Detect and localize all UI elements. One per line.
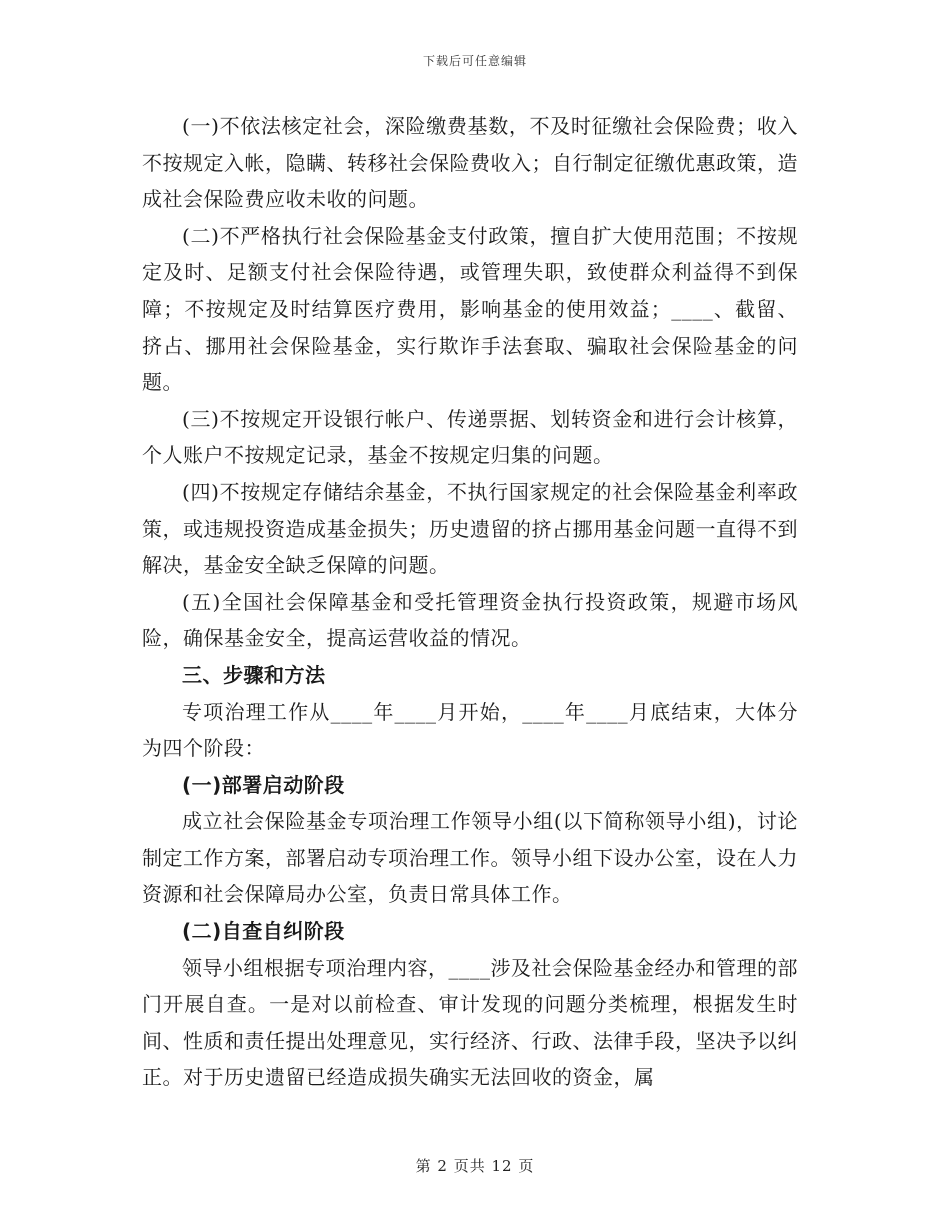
paragraph-item-2: (二)不严格执行社会保险基金支付政策，擅自扩大使用范围；不按规定及时、足额支付社会保险待遇，或管理失职，致使群众利益得不到保障；不按规定及时结算医疗费用，影响基金的使用效益；____、截留、挤占、挪用社会保险基金，实行欺诈手法套取、骗取社会保险基金的问题。 — [142, 223, 798, 395]
paragraph-schedule: 专项治理工作从____年____月开始，____年____月底结束，大体分为四个阶段： — [142, 699, 798, 761]
paragraph-item-4: (四)不按规定存储结余基金，不执行国家规定的社会保险基金利率政策，或违规投资造成基金损失；历史遗留的挤占挪用基金问题一直得不到解决，基金安全缺乏保障的问题。 — [142, 479, 798, 578]
paragraph-item-5: (五)全国社会保障基金和受托管理资金执行投资政策，规避市场风险，确保基金安全，提高运营收益的情况。 — [142, 589, 798, 651]
paragraph-self-check: 领导小组根据专项治理内容，____涉及社会保险基金经办和管理的部门开展自查。一是对以前检查、审计发现的问题分类梳理，根据发生时间、性质和责任提出处理意见，实行经济、行政、法律手段，坚决予以纠正。对于历史遗留已经造成损失确实无法回收的资金，属 — [142, 955, 798, 1090]
paragraph-item-3: (三)不按规定开设银行帐户、传递票据、划转资金和进行会计核算，个人账户不按规定记录，基金不按规定归集的问题。 — [142, 406, 798, 468]
section-heading-steps: 三、步骤和方法 — [182, 662, 326, 687]
subheading-self-check-stage: (二)自查自纠阶段 — [182, 919, 345, 944]
subheading-deploy-stage: (一)部署启动阶段 — [182, 772, 345, 797]
paragraph-item-1: (一)不依法核定社会，深险缴费基数，不及时征缴社会保险费；收入不按规定入帐，隐瞒、转移社会保险费收入；自行制定征缴优惠政策，造成社会保险费应收未收的问题。 — [142, 114, 798, 212]
paragraph-deploy: 成立社会保险基金专项治理工作领导小组(以下简称领导小组)，讨论制定工作方案，部署启动专项治理工作。领导小组下设办公室，设在人力资源和社会保障局办公室，负责日常具体工作。 — [142, 809, 798, 907]
page-header-note: 下载后可任意编辑 — [422, 54, 527, 68]
page-number: 第 2 页共 12 页 — [415, 1157, 535, 1175]
document-body — [142, 108, 798, 1096]
